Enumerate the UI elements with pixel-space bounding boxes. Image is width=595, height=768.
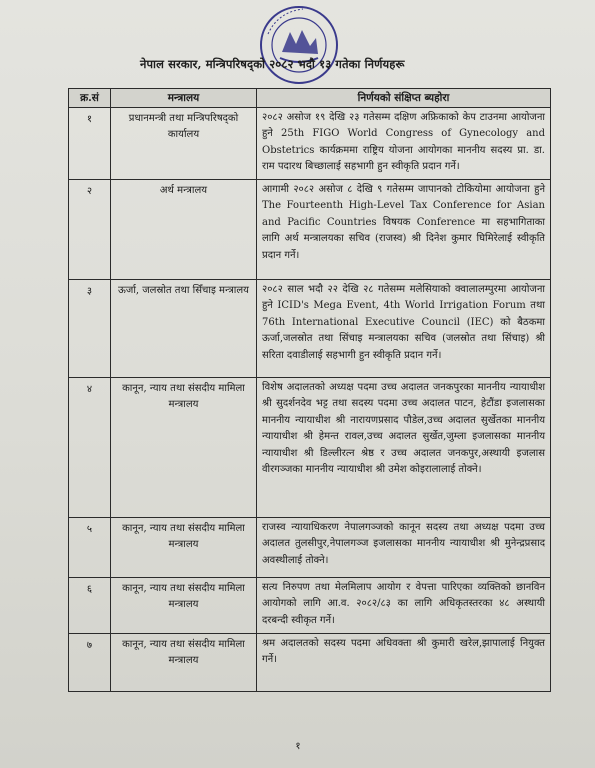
row-decision: सत्य निरुपण तथा मेलमिलाप आयोग र वेपत्ता पारिएका व्यक्तिको छानविन आयोगको लागि आ.व. २०८२/८३ का लागि अधिकृतस्तरका ४८ अस्थायी दरबन्दी स्वीकृत गर्ने। — [257, 578, 551, 634]
row-decision: आगामी २०८२ असोज ८ देखि ९ गतेसम्म जापानको टोकियोमा आयोजना हुने The Fourteenth High-Level Tax Conference for Asian and Pacific Countries विषयक Conference मा सहभागिताका लागि अर्थ मन्त्रालयका सचिव (राजस्व) श्री दिनेश कुमार घिमिरेलाई स्वीकृति प्रदान गर्ने। — [257, 180, 551, 280]
row-serial: ७ — [69, 634, 111, 692]
table-row — [69, 518, 551, 578]
row-ministry: प्रधानमन्त्री तथा मन्त्रिपरिषद्को कार्यालय — [111, 108, 257, 180]
row-serial: ३ — [69, 280, 111, 378]
row-serial: २ — [69, 180, 111, 280]
row-ministry: ऊर्जा, जलस्रोत तथा सिँचाइ मन्त्रालय — [111, 280, 257, 378]
row-decision: विशेष अदालतको अध्यक्ष पदमा उच्च अदालत जनकपुरका माननीय न्यायाधीश श्री सुदर्शनदेव भट्ट तथा सदस्य पदमा उच्च अदालत पाटन, हेटौंडा इजलासका माननीय न्यायाधीश श्री नारायणप्रसाद पौडेल,उच्च अदालत सुर्खेतका माननीय न्यायाधीश श्री हेमन्त रावल,उच्च अदालत सुर्खेत,जुम्ला इजलासका माननीय न्यायाधीश श्री डिल्लीरत्न श्रेष्ठ र उच्च अदालत जनकपुर,अस्थायी इजलास वीरगञ्जका माननीय न्यायाधीश श्री उमेश कोइरालालाई तोक्ने। — [257, 378, 551, 518]
row-decision: २०८२ असोज १९ देखि २३ गतेसम्म दक्षिण अफ्रिकाको केप टाउनमा आयोजना हुने 25th FIGO World Congress of Gynecology and Obstetrics कार्यक्रममा राष्ट्रिय योजना आयोगका माननीय सदस्य प्रा. डा. राम पदारथ बिच्छालाई सहभागी हुन स्वीकृति प्रदान गर्ने। — [257, 108, 551, 180]
table-row — [69, 578, 551, 634]
table-row — [69, 180, 551, 280]
header-decision: निर्णयको संक्षिप्त ब्यहोरा — [257, 89, 551, 108]
row-decision: राजस्व न्यायाधिकरण नेपालगञ्जको कानून सदस्य तथा अध्यक्ष पदमा उच्च अदालत तुलसीपुर,नेपालगञ्ज इजलासका माननीय न्यायाधीश श्री मुनेन्द्रप्रसाद अवस्थीलाई तोक्ने। — [257, 518, 551, 578]
table-row — [69, 108, 551, 180]
decisions-table — [68, 88, 551, 692]
row-ministry: अर्थ मन्त्रालय — [111, 180, 257, 280]
row-serial: ६ — [69, 578, 111, 634]
row-decision: श्रम अदालतको सदस्य पदमा अधिवक्ता श्री कुमारी खरेल,झापालाई नियुक्त गर्ने। — [257, 634, 551, 692]
row-ministry: कानून, न्याय तथा संसदीय मामिला मन्त्रालय — [111, 378, 257, 518]
row-serial: ४ — [69, 378, 111, 518]
table-row — [69, 378, 551, 518]
row-ministry: कानून, न्याय तथा संसदीय मामिला मन्त्रालय — [111, 634, 257, 692]
header-serial: क्र.सं — [69, 89, 111, 108]
government-seal-stamp — [258, 4, 340, 86]
row-serial: ५ — [69, 518, 111, 578]
header-ministry: मन्त्रालय — [111, 89, 257, 108]
row-serial: १ — [69, 108, 111, 180]
table-row — [69, 634, 551, 692]
table-header-row — [69, 89, 551, 108]
page-number: १ — [295, 741, 301, 752]
page-title: नेपाल सरकार, मन्त्रिपरिषद्को २०८२ भदौ १३ गतेका निर्णयहरू — [140, 57, 405, 71]
table-row — [69, 280, 551, 378]
row-ministry: कानून, न्याय तथा संसदीय मामिला मन्त्रालय — [111, 518, 257, 578]
row-decision: २०८२ साल भदौ २२ देखि २८ गतेसम्म मलेसियाको क्वालालम्पुरमा आयोजना हुने ICID's Mega Event, 4th World Irrigation Forum तथा 76th International Executive Council (IEC) को बैठकमा ऊर्जा,जलस्रोत तथा सिंचाइ मन्त्रालयका सचिव (जलस्रोत तथा सिंचाइ) श्री सरिता दवाडीलाई सहभागी हुन स्वीकृति प्रदान गर्ने। — [257, 280, 551, 378]
row-ministry: कानून, न्याय तथा संसदीय मामिला मन्त्रालय — [111, 578, 257, 634]
